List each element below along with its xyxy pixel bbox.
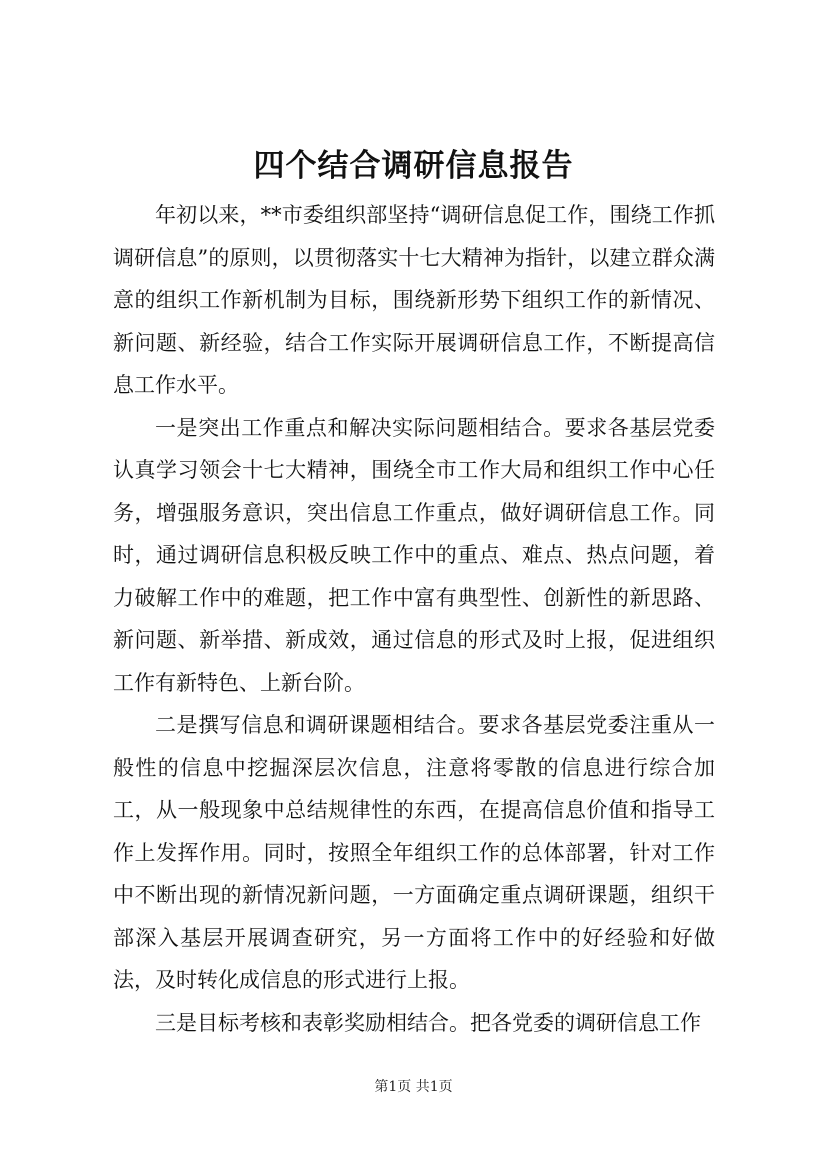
document-title: 四个结合调研信息报告	[253, 148, 574, 184]
page-footer: 第1页 共1页	[374, 1079, 453, 1095]
document-body	[113, 194, 715, 1044]
paragraph-intro: 年初以来，**市委组织部坚持“调研信息促工作，围绕工作抓调研信息”的原则，以贯彻落实十七大精神为指针，以建立群众满意的组织工作新机制为目标，围绕新形势下组织工作的新情况、新问题、新经验，结合工作实际开展调研信息工作，不断提高信息工作水平。	[113, 203, 715, 397]
paragraph-point-three: 三是目标考核和表彰奖励相结合。把各党委的调研信息工作	[155, 1010, 701, 1035]
paragraph-point-two: 二是撰写信息和调研课题相结合。要求各基层党委注重从一般性的信息中挖掘深层次信息，注意将零散的信息进行综合加工，从一般现象中总结规律性的东西，在提高信息价值和指导工作上发挥作用。同时，按照全年组织工作的总体部署，针对工作中不断出现的新情况新问题，一方面确定重点调研课题，组织干部深入基层开展调查研究，另一方面将工作中的好经验和好做法，及时转化成信息的形式进行上报。	[113, 713, 715, 992]
paragraph-point-one: 一是突出工作重点和解决实际问题相结合。要求各基层党委认真学习领会十七大精神，围绕全市工作大局和组织工作中心任务，增强服务意识，突出信息工作重点，做好调研信息工作。同时，通过调研信息积极反映工作中的重点、难点、热点问题，着力破解工作中的难题，把工作中富有典型性、创新性的新思路、新问题、新举措、新成效，通过信息的形式及时上报，促进组织工作有新特色、上新台阶。	[113, 415, 715, 695]
